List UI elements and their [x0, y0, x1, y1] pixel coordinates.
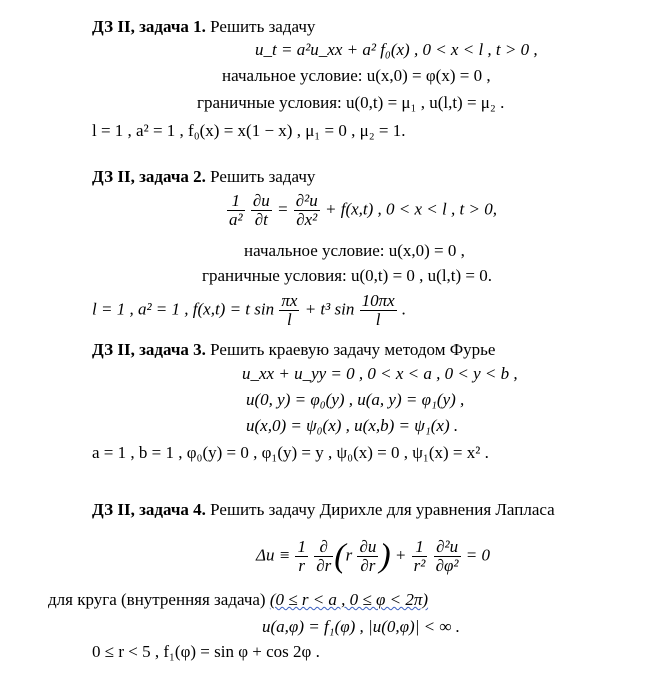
frac-numerator: 1: [297, 537, 306, 556]
frac-denominator: r: [298, 556, 306, 575]
task1-boundary-conditions: граничные условия: u(0,t) = μ₁ , u(l,t) = μ₂ .: [197, 93, 505, 112]
frac-denominator: ∂x²: [296, 210, 318, 229]
task2-frac-d2u-dx2: [294, 192, 320, 229]
task2-frac-1-over-a2: [227, 192, 245, 229]
task3-heading: ДЗ II, задача 3.: [92, 340, 206, 359]
frac-numerator: 1: [412, 538, 428, 557]
open-paren: (: [334, 537, 346, 575]
task4-frac-d2u-dphi2: [434, 538, 461, 575]
task3-equation: u_xx + u_yy = 0 , 0 < x < a , 0 < y < b ,: [242, 364, 518, 383]
frac-numerator: ∂: [314, 538, 333, 557]
task2-params-mid: + t³ sin: [304, 299, 355, 319]
task2-params-lead: l = 1 , a² = 1 , f(x,t) = t sin: [92, 299, 275, 319]
task1-title: Решить задачу: [210, 17, 316, 36]
frac-numerator: 1: [227, 192, 245, 211]
task4-eq-lead: Δu ≡: [256, 545, 291, 565]
frac-numerator: ∂²u: [295, 191, 318, 210]
task4-frac-d-dr: [314, 538, 333, 575]
task2-initial-condition: начальное условие: u(x,0) = 0 ,: [244, 241, 465, 260]
task4-frac-du-dr: [357, 538, 378, 575]
task1-equation: u_t = a²u_xx + a² f₀(x) , 0 < x < l , t > 0 ,: [255, 40, 538, 59]
frac-denominator: l: [375, 310, 381, 329]
frac-denominator: a²: [229, 210, 243, 229]
equals-sign: =: [277, 199, 289, 219]
frac-numerator: 10πx: [361, 291, 395, 310]
task2-parameters: [92, 292, 406, 329]
task4-title: Решить задачу Дирихле для уравнения Лапласа: [210, 500, 555, 519]
task1-header: [92, 17, 315, 37]
task2-equation-rest: + f(x,t) , 0 < x < l , t > 0,: [325, 199, 497, 219]
task2-params-end: .: [401, 299, 407, 319]
task3-parameters: a = 1 , b = 1 , φ₀(y) = 0 , φ₁(y) = y , ψ₀(x) = 0 , ψ₁(x) = x² .: [92, 443, 489, 462]
task4-domain: [48, 590, 428, 610]
task2-equation: [226, 192, 497, 229]
task2-heading: ДЗ II, задача 2.: [92, 167, 206, 186]
task4-eq-r: r: [345, 545, 353, 565]
frac-denominator: ∂φ²: [435, 556, 459, 575]
task4-domain-condition: (0 ≤ r < a , 0 ≤ φ < 2π): [269, 590, 429, 609]
frac-denominator: l: [287, 310, 292, 329]
task4-frac-1-over-r: [295, 538, 308, 575]
frac-denominator: r²: [413, 556, 426, 575]
task4-parameters: 0 ≤ r < 5 , f₁(φ) = sin φ + cos 2φ .: [92, 642, 320, 661]
task1-initial-condition: начальное условие: u(x,0) = φ(x) = 0 ,: [222, 66, 491, 85]
task2-frac-pix-over-l: [279, 292, 299, 329]
task4-eq-tail: = 0: [465, 545, 491, 565]
plus-sign: +: [394, 545, 407, 565]
task3-title: Решить краевую задачу методом Фурье: [210, 340, 496, 359]
frac-numerator: ∂u: [252, 191, 270, 210]
task2-header: [92, 167, 315, 187]
task3-boundary-y: u(x,0) = ψ₀(x) , u(x,b) = ψ₁(x) .: [246, 416, 459, 435]
task4-header: [92, 500, 555, 520]
task1-heading: ДЗ II, задача 1.: [92, 17, 206, 36]
task2-frac-du-dt: [251, 192, 272, 229]
task4-frac-1-over-r2: [412, 538, 428, 575]
task3-boundary-x: u(0, y) = φ₀(y) , u(a, y) = φ₁(y) ,: [246, 390, 465, 409]
task1-parameters: l = 1 , a² = 1 , f₀(x) = x(1 − x) , μ₁ = 0 , μ₂ = 1.: [92, 121, 406, 140]
frac-numerator: ∂²u: [434, 538, 461, 557]
frac-denominator: ∂r: [360, 556, 376, 575]
task3-header: [92, 340, 495, 360]
frac-numerator: πx: [281, 291, 298, 310]
task4-boundary-condition: u(a,φ) = f₁(φ) , |u(0,φ)| < ∞ .: [262, 617, 460, 636]
frac-denominator: ∂t: [254, 210, 268, 229]
task2-boundary-conditions: граничные условия: u(0,t) = 0 , u(l,t) = 0.: [202, 266, 493, 285]
close-paren: ): [379, 537, 391, 575]
frac-numerator: ∂u: [359, 537, 377, 556]
task4-heading: ДЗ II, задача 4.: [92, 500, 206, 519]
task4-laplace-equation: [256, 538, 490, 575]
frac-denominator: ∂r: [316, 556, 332, 575]
task2-title: Решить задачу: [210, 167, 316, 186]
task2-frac-10pix-over-l: [360, 292, 397, 329]
task4-domain-text: для круга (внутренняя задача): [48, 590, 266, 609]
